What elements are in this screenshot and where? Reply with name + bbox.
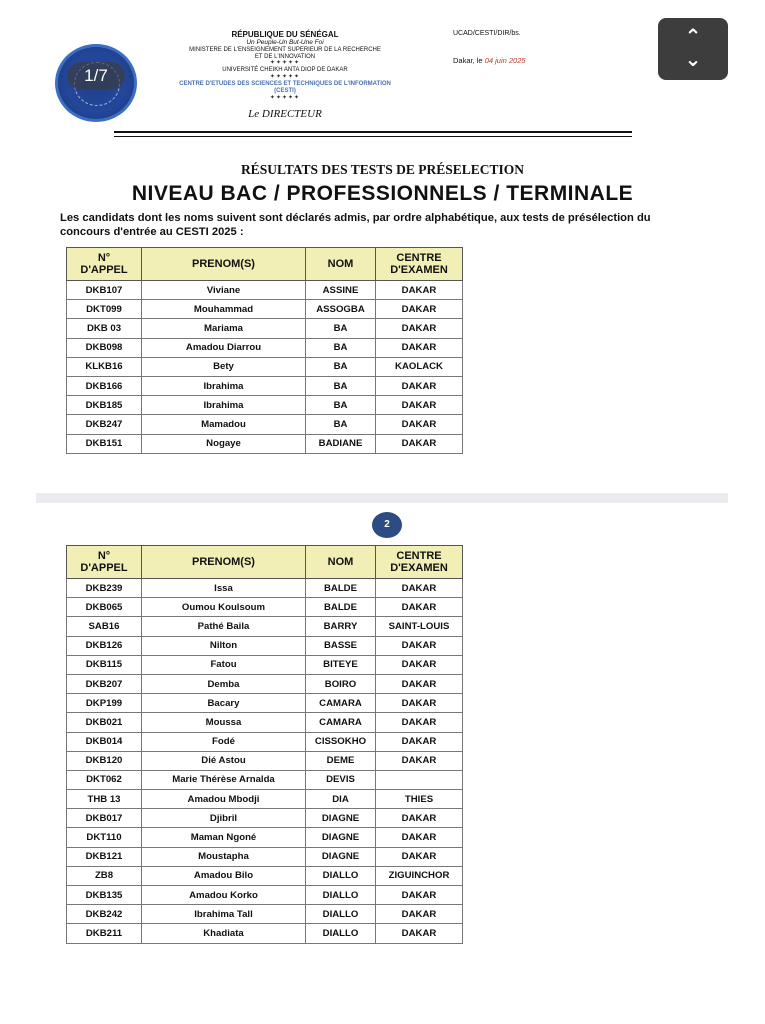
- cell-num: SAB16: [67, 617, 142, 636]
- cell-prenom: Amadou Diarrou: [142, 338, 306, 357]
- cell-centre: DAKAR: [376, 415, 463, 434]
- cell-nom: DEVIS: [306, 770, 376, 789]
- col-header-centre: CENTRE D'EXAMEN: [376, 546, 463, 579]
- national-motto: Un Peuple-Un But-Une Foi: [246, 39, 324, 47]
- col-header-num: N° D'APPEL: [67, 248, 142, 281]
- cell-nom: BA: [306, 357, 376, 376]
- cell-nom: CISSOKHO: [306, 732, 376, 751]
- cell-nom: DIAGNE: [306, 847, 376, 866]
- cell-centre: DAKAR: [376, 396, 463, 415]
- table-row: [67, 713, 463, 732]
- table-row: [67, 598, 463, 617]
- results-title: RÉSULTATS DES TESTS DE PRÉSELECTION: [240, 162, 525, 177]
- table-row: [67, 281, 463, 300]
- cell-centre: DAKAR: [376, 281, 463, 300]
- republic-title: RÉPUBLIQUE DU SÉNÉGAL: [231, 30, 339, 39]
- cell-nom: BA: [306, 376, 376, 395]
- cell-prenom: Mamadou: [142, 415, 306, 434]
- cell-prenom: Amadou Mbodji: [142, 790, 306, 809]
- cell-num: DKB014: [67, 732, 142, 751]
- col-header-num: N° D'APPEL: [67, 546, 142, 579]
- cell-centre: DAKAR: [376, 300, 463, 319]
- cell-centre: DAKAR: [376, 924, 463, 943]
- separator-stars: ✦✦✦✦✦: [269, 74, 301, 81]
- cell-prenom: Bety: [142, 357, 306, 376]
- table-row: [67, 751, 463, 770]
- cell-nom: DIALLO: [306, 886, 376, 905]
- cell-centre: DAKAR: [376, 732, 463, 751]
- cell-num: DKB120: [67, 751, 142, 770]
- cell-num: DKB166: [67, 376, 142, 395]
- cell-centre: DAKAR: [376, 713, 463, 732]
- cell-nom: BA: [306, 396, 376, 415]
- cell-nom: BALDE: [306, 579, 376, 598]
- cell-nom: BA: [306, 338, 376, 357]
- separator-stars: ✦✦✦✦✦: [269, 94, 301, 101]
- page-counter: 1/7: [67, 62, 125, 90]
- cell-num: DKT099: [67, 300, 142, 319]
- separator-stars: ✦✦✦✦✦: [269, 60, 301, 67]
- cell-nom: DIA: [306, 790, 376, 809]
- cell-prenom: Amadou Bilo: [142, 866, 306, 885]
- cell-nom: BA: [306, 415, 376, 434]
- cell-centre: DAKAR: [376, 579, 463, 598]
- cell-num: DKB239: [67, 579, 142, 598]
- date-value: 04 juin 2025: [484, 56, 526, 65]
- table-row: [67, 357, 463, 376]
- cell-nom: BA: [306, 319, 376, 338]
- cell-prenom: Pathé Baila: [142, 617, 306, 636]
- cell-num: DKB126: [67, 636, 142, 655]
- cell-num: DKB098: [67, 338, 142, 357]
- table-header-row: [67, 248, 463, 281]
- table-row: [67, 338, 463, 357]
- cell-centre: DAKAR: [376, 828, 463, 847]
- table-row: [67, 655, 463, 674]
- cell-prenom: Nogaye: [142, 434, 306, 453]
- cell-num: DKB121: [67, 847, 142, 866]
- cell-centre: DAKAR: [376, 751, 463, 770]
- level-title: NIVEAU BAC / PROFESSIONNELS / TERMINALE: [131, 182, 634, 205]
- letterhead: [140, 30, 430, 120]
- cell-num: DKB017: [67, 809, 142, 828]
- cell-prenom: Demba: [142, 674, 306, 693]
- table-row: [67, 300, 463, 319]
- cell-prenom: Nilton: [142, 636, 306, 655]
- cell-nom: DIALLO: [306, 866, 376, 885]
- cell-nom: BALDE: [306, 598, 376, 617]
- cell-nom: BASSE: [306, 636, 376, 655]
- cell-prenom: Oumou Koulsoum: [142, 598, 306, 617]
- cell-nom: DEME: [306, 751, 376, 770]
- page-navigation[interactable]: [658, 18, 728, 80]
- cell-prenom: Viviane: [142, 281, 306, 300]
- cell-num: DKB135: [67, 886, 142, 905]
- col-header-centre: CENTRE D'EXAMEN: [376, 248, 463, 281]
- cell-centre: DAKAR: [376, 655, 463, 674]
- table-row: [67, 866, 463, 885]
- cell-num: DKB107: [67, 281, 142, 300]
- cell-nom: BADIANE: [306, 434, 376, 453]
- cell-centre: SAINT-LOUIS: [376, 617, 463, 636]
- table-row: [67, 376, 463, 395]
- cell-centre: DAKAR: [376, 319, 463, 338]
- cell-num: DKB065: [67, 598, 142, 617]
- cell-num: DKB151: [67, 434, 142, 453]
- cell-centre: ZIGUINCHOR: [376, 866, 463, 885]
- cell-nom: DIALLO: [306, 924, 376, 943]
- cell-prenom: Fatou: [142, 655, 306, 674]
- cell-centre: DAKAR: [376, 809, 463, 828]
- table-row: [67, 732, 463, 751]
- table-row: [67, 319, 463, 338]
- cell-num: DKB021: [67, 713, 142, 732]
- cell-num: DKB185: [67, 396, 142, 415]
- cell-centre: DAKAR: [376, 847, 463, 866]
- cesti-acronym: (CESTI): [274, 88, 296, 94]
- cell-prenom: Amadou Korko: [142, 886, 306, 905]
- table-row: [67, 809, 463, 828]
- table-row: [67, 674, 463, 693]
- cell-centre: THIES: [376, 790, 463, 809]
- cell-centre: DAKAR: [376, 886, 463, 905]
- cell-nom: ASSINE: [306, 281, 376, 300]
- cell-prenom: Dié Astou: [142, 751, 306, 770]
- cell-prenom: Moustapha: [142, 847, 306, 866]
- cell-prenom: Ibrahima Tall: [142, 905, 306, 924]
- cell-num: THB 13: [67, 790, 142, 809]
- results-table-page2: [66, 545, 463, 944]
- cell-num: ZB8: [67, 866, 142, 885]
- col-header-nom: NOM: [306, 546, 376, 579]
- cell-prenom: Marie Thérèse Arnalda: [142, 770, 306, 789]
- table-row: [67, 924, 463, 943]
- col-header-nom: NOM: [306, 248, 376, 281]
- cell-centre: DAKAR: [376, 338, 463, 357]
- cell-centre: DAKAR: [376, 598, 463, 617]
- cell-prenom: Mariama: [142, 319, 306, 338]
- table-row: [67, 790, 463, 809]
- results-table-page1: [66, 247, 463, 454]
- table-row: [67, 770, 463, 789]
- table-row: [67, 415, 463, 434]
- cell-num: DKB211: [67, 924, 142, 943]
- cell-num: DKP199: [67, 694, 142, 713]
- cell-num: DKB115: [67, 655, 142, 674]
- cell-prenom: Ibrahima: [142, 396, 306, 415]
- cell-prenom: Moussa: [142, 713, 306, 732]
- page-number-badge: 2: [372, 512, 402, 538]
- cell-nom: CAMARA: [306, 694, 376, 713]
- cell-num: DKB 03: [67, 319, 142, 338]
- cell-centre: DAKAR: [376, 434, 463, 453]
- cell-centre: DAKAR: [376, 636, 463, 655]
- table-row: [67, 694, 463, 713]
- header-divider: [114, 131, 632, 137]
- cell-nom: DIAGNE: [306, 809, 376, 828]
- cell-num: KLKB16: [67, 357, 142, 376]
- cell-prenom: Mouhammad: [142, 300, 306, 319]
- cell-nom: DIAGNE: [306, 828, 376, 847]
- table-row: [67, 636, 463, 655]
- page-gap: [36, 493, 728, 503]
- table-row: [67, 396, 463, 415]
- col-header-prenom: PRENOM(S): [142, 546, 306, 579]
- cesti-name: CENTRE D'ETUDES DES SCIENCES ET TECHNIQUES DE L'INFORMATION: [179, 81, 391, 88]
- cell-nom: BITEYE: [306, 655, 376, 674]
- cell-centre: [376, 770, 463, 789]
- cell-centre: DAKAR: [376, 905, 463, 924]
- cell-prenom: Maman Ngoné: [142, 828, 306, 847]
- cell-nom: ASSOGBA: [306, 300, 376, 319]
- cell-nom: DIALLO: [306, 905, 376, 924]
- cell-nom: BOIRO: [306, 674, 376, 693]
- cell-num: DKT110: [67, 828, 142, 847]
- table-row: [67, 847, 463, 866]
- table-row: [67, 886, 463, 905]
- ministry-line2: ET DE L'INNOVATION: [254, 53, 316, 60]
- cell-num: DKB247: [67, 415, 142, 434]
- table-row: [67, 617, 463, 636]
- table-row: [67, 828, 463, 847]
- cell-centre: DAKAR: [376, 674, 463, 693]
- cell-prenom: Djibril: [142, 809, 306, 828]
- cell-num: DKB242: [67, 905, 142, 924]
- table-header-row: [67, 546, 463, 579]
- cell-nom: BARRY: [306, 617, 376, 636]
- cell-prenom: Ibrahima: [142, 376, 306, 395]
- cell-centre: DAKAR: [376, 376, 463, 395]
- reference-number: UCAD/CESTI/DIR/bs.: [453, 30, 521, 37]
- table-row: [67, 434, 463, 453]
- chevron-up-icon[interactable]: ⌃: [684, 26, 702, 48]
- col-header-prenom: PRENOM(S): [142, 248, 306, 281]
- cell-prenom: Bacary: [142, 694, 306, 713]
- cell-prenom: Khadiata: [142, 924, 306, 943]
- document-date: [453, 56, 526, 65]
- cell-nom: CAMARA: [306, 713, 376, 732]
- ministry-line1: MINISTERE DE L'ENSEIGNEMENT SUPERIEUR DE LA RECHERCHE: [189, 46, 381, 53]
- table-row: [67, 905, 463, 924]
- cell-centre: KAOLACK: [376, 357, 463, 376]
- date-prefix: Dakar, le: [453, 56, 485, 65]
- director-label: Le DIRECTEUR: [248, 107, 322, 120]
- chevron-down-icon[interactable]: ⌄: [684, 49, 702, 71]
- cell-num: DKB207: [67, 674, 142, 693]
- cell-centre: DAKAR: [376, 694, 463, 713]
- table-row: [67, 579, 463, 598]
- intro-paragraph: Les candidats dont les noms suivent sont déclarés admis, par ordre alphabétique, aux tests de présélection du concours d'entrée au CESTI 2025 :: [60, 212, 651, 238]
- university-name: UNIVERSITÉ CHEIKH ANTA DIOP DE DAKAR: [222, 67, 348, 74]
- cell-prenom: Issa: [142, 579, 306, 598]
- cell-num: DKT062: [67, 770, 142, 789]
- cell-prenom: Fodé: [142, 732, 306, 751]
